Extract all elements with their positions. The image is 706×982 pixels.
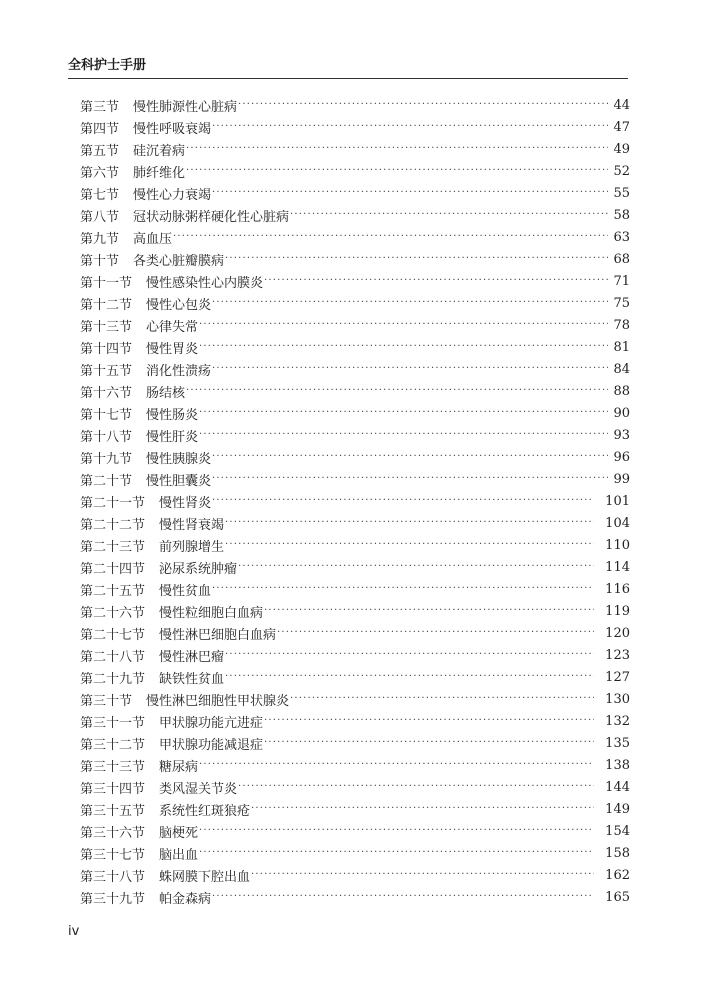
- toc-page-number: 119: [605, 603, 630, 619]
- toc-page-number: 154: [605, 823, 630, 839]
- toc-section-number: 第九节: [80, 231, 120, 247]
- toc-section-number: 第十五节: [80, 363, 133, 379]
- toc-entry-title: 慢性肾炎: [159, 495, 212, 511]
- toc-page-number: 71: [613, 273, 630, 289]
- toc-dot-leader: [186, 166, 608, 176]
- toc-section-number: 第二十节: [80, 473, 133, 489]
- toc-entry: [80, 776, 630, 798]
- page-number: iv: [68, 924, 80, 939]
- toc-entry-title: 慢性肾衰竭: [159, 517, 225, 533]
- toc-section-number: 第二十六节: [80, 605, 146, 621]
- toc-section-number: 第三十一节: [80, 715, 146, 731]
- toc-dot-leader: [225, 672, 594, 682]
- toc-section-number: 第五节: [80, 143, 120, 159]
- toc-page-number: 52: [613, 163, 630, 179]
- toc-dot-leader: [290, 210, 608, 220]
- toc-entry: [80, 248, 630, 270]
- toc-page-number: 120: [605, 625, 630, 641]
- toc-page-number: 165: [605, 889, 630, 905]
- toc-entry: [80, 226, 630, 248]
- toc-section-number: 第三十二节: [80, 737, 146, 753]
- table-of-contents: [80, 94, 630, 908]
- toc-section-number: 第十节: [80, 253, 120, 269]
- toc-entry: [80, 622, 630, 644]
- toc-entry-title: 甲状腺功能亢进症: [159, 715, 264, 731]
- toc-page-number: 158: [605, 845, 630, 861]
- toc-page-number: 144: [605, 779, 630, 795]
- toc-entry-title: 消化性溃疡: [146, 363, 212, 379]
- toc-entry: [80, 182, 630, 204]
- toc-dot-leader: [264, 276, 608, 286]
- toc-entry-title: 甲状腺功能减退症: [159, 737, 264, 753]
- toc-entry: [80, 160, 630, 182]
- toc-entry-title: 慢性胰腺炎: [146, 451, 212, 467]
- toc-entry: [80, 204, 630, 226]
- toc-entry-title: 帕金森病: [159, 891, 212, 907]
- toc-page-number: 47: [613, 119, 630, 135]
- toc-entry: [80, 490, 630, 512]
- toc-entry: [80, 446, 630, 468]
- toc-entry: [80, 710, 630, 732]
- toc-section-number: 第三十七节: [80, 847, 146, 863]
- toc-entry-title: 脑出血: [159, 847, 199, 863]
- toc-dot-leader: [199, 408, 608, 418]
- toc-page-number: 162: [605, 867, 630, 883]
- toc-entry: [80, 732, 630, 754]
- toc-entry: [80, 336, 630, 358]
- toc-dot-leader: [251, 870, 594, 880]
- toc-page-number: 99: [613, 471, 630, 487]
- header-divider: [68, 78, 628, 79]
- toc-page-number: 68: [613, 251, 630, 267]
- toc-dot-leader: [212, 452, 608, 462]
- toc-entry-title: 慢性感染性心内膜炎: [146, 275, 264, 291]
- toc-entry-title: 慢性胆囊炎: [146, 473, 212, 489]
- toc-dot-leader: [264, 738, 594, 748]
- running-header-title: 全科护士手册: [68, 58, 147, 73]
- toc-entry-title: 泌尿系统肿瘤: [159, 561, 238, 577]
- toc-entry: [80, 380, 630, 402]
- toc-dot-leader: [238, 100, 608, 110]
- toc-entry-title: 慢性肝炎: [146, 429, 199, 445]
- toc-section-number: 第四节: [80, 121, 120, 137]
- toc-section-number: 第三十八节: [80, 869, 146, 885]
- toc-entry-title: 慢性胃炎: [146, 341, 199, 357]
- toc-dot-leader: [225, 518, 594, 528]
- toc-entry: [80, 556, 630, 578]
- toc-section-number: 第十六节: [80, 385, 133, 401]
- toc-dot-leader: [186, 386, 608, 396]
- toc-page-number: 130: [605, 691, 630, 707]
- toc-section-number: 第三十四节: [80, 781, 146, 797]
- toc-entry: [80, 402, 630, 424]
- toc-page-number: 93: [613, 427, 630, 443]
- toc-entry: [80, 842, 630, 864]
- toc-entry-title: 慢性淋巴瘤: [159, 649, 225, 665]
- toc-dot-leader: [212, 188, 608, 198]
- toc-dot-leader: [199, 826, 594, 836]
- toc-entry-title: 高血压: [133, 231, 173, 247]
- toc-page-number: 127: [605, 669, 630, 685]
- toc-page-number: 135: [605, 735, 630, 751]
- toc-section-number: 第八节: [80, 209, 120, 225]
- toc-entry: [80, 534, 630, 556]
- toc-section-number: 第二十二节: [80, 517, 146, 533]
- toc-section-number: 第二十九节: [80, 671, 146, 687]
- toc-section-number: 第十七节: [80, 407, 133, 423]
- toc-section-number: 第二十五节: [80, 583, 146, 599]
- toc-section-number: 第二十七节: [80, 627, 146, 643]
- toc-section-number: 第十八节: [80, 429, 133, 445]
- toc-entry-title: 心律失常: [146, 319, 199, 335]
- toc-entry: [80, 754, 630, 776]
- toc-page-number: 78: [613, 317, 630, 333]
- toc-section-number: 第三十九节: [80, 891, 146, 907]
- toc-page-number: 132: [605, 713, 630, 729]
- toc-dot-leader: [212, 364, 608, 374]
- toc-entry-title: 慢性肺源性心脏病: [133, 99, 238, 115]
- toc-page-number: 96: [613, 449, 630, 465]
- toc-page-number: 138: [605, 757, 630, 773]
- toc-entry-title: 硅沉着病: [133, 143, 186, 159]
- toc-entry-title: 各类心脏瓣膜病: [133, 253, 225, 269]
- toc-dot-leader: [212, 892, 594, 902]
- toc-dot-leader: [238, 782, 594, 792]
- toc-section-number: 第十一节: [80, 275, 133, 291]
- toc-dot-leader: [212, 496, 594, 506]
- toc-entry-title: 肠结核: [146, 385, 186, 401]
- toc-entry: [80, 820, 630, 842]
- toc-section-number: 第三十六节: [80, 825, 146, 841]
- toc-dot-leader: [199, 848, 594, 858]
- toc-entry-title: 蛛网膜下腔出血: [159, 869, 251, 885]
- toc-page-number: 116: [605, 581, 630, 597]
- toc-dot-leader: [199, 320, 608, 330]
- toc-entry: [80, 688, 630, 710]
- toc-entry: [80, 424, 630, 446]
- toc-page-number: 101: [605, 493, 630, 509]
- toc-entry-title: 慢性粒细胞白血病: [159, 605, 264, 621]
- toc-entry: [80, 644, 630, 666]
- toc-entry-title: 慢性肠炎: [146, 407, 199, 423]
- toc-page-number: 75: [613, 295, 630, 311]
- toc-section-number: 第十四节: [80, 341, 133, 357]
- toc-entry: [80, 864, 630, 886]
- toc-entry: [80, 138, 630, 160]
- toc-section-number: 第二十四节: [80, 561, 146, 577]
- toc-dot-leader: [212, 584, 594, 594]
- toc-dot-leader: [251, 804, 594, 814]
- toc-entry: [80, 886, 630, 908]
- toc-section-number: 第七节: [80, 187, 120, 203]
- toc-dot-leader: [199, 342, 608, 352]
- toc-dot-leader: [225, 650, 594, 660]
- toc-entry: [80, 358, 630, 380]
- toc-section-number: 第十三节: [80, 319, 133, 335]
- toc-dot-leader: [290, 694, 594, 704]
- toc-dot-leader: [199, 760, 594, 770]
- toc-entry-title: 冠状动脉粥样硬化性心脏病: [133, 209, 290, 225]
- toc-entry-title: 慢性心力衰竭: [133, 187, 212, 203]
- toc-page-number: 55: [613, 185, 630, 201]
- toc-section-number: 第二十三节: [80, 539, 146, 555]
- toc-entry-title: 慢性贫血: [159, 583, 212, 599]
- toc-page-number: 81: [613, 339, 630, 355]
- toc-dot-leader: [238, 562, 594, 572]
- toc-page-number: 44: [613, 97, 630, 113]
- toc-dot-leader: [212, 474, 608, 484]
- toc-section-number: 第六节: [80, 165, 120, 181]
- toc-dot-leader: [199, 430, 608, 440]
- toc-dot-leader: [264, 716, 594, 726]
- toc-section-number: 第二十一节: [80, 495, 146, 511]
- toc-entry-title: 慢性心包炎: [146, 297, 212, 313]
- toc-page-number: 90: [613, 405, 630, 421]
- toc-entry-title: 慢性呼吸衰竭: [133, 121, 212, 137]
- toc-page-number: 123: [605, 647, 630, 663]
- toc-entry: [80, 512, 630, 534]
- toc-dot-leader: [277, 628, 594, 638]
- toc-page-number: 63: [613, 229, 630, 245]
- toc-dot-leader: [173, 232, 608, 242]
- toc-entry: [80, 666, 630, 688]
- toc-entry-title: 肺纤维化: [133, 165, 186, 181]
- toc-entry: [80, 468, 630, 490]
- toc-entry-title: 脑梗死: [159, 825, 199, 841]
- toc-entry-title: 系统性红斑狼疮: [159, 803, 251, 819]
- toc-dot-leader: [225, 254, 608, 264]
- toc-entry: [80, 798, 630, 820]
- toc-page-number: 84: [613, 361, 630, 377]
- toc-entry-title: 糖尿病: [159, 759, 199, 775]
- toc-entry-title: 类风湿关节炎: [159, 781, 238, 797]
- toc-entry-title: 缺铁性贫血: [159, 671, 225, 687]
- toc-page-number: 88: [613, 383, 630, 399]
- toc-page-number: 49: [613, 141, 630, 157]
- toc-entry: [80, 314, 630, 336]
- toc-section-number: 第十九节: [80, 451, 133, 467]
- toc-entry-title: 慢性淋巴细胞性甲状腺炎: [146, 693, 290, 709]
- toc-entry-title: 前列腺增生: [159, 539, 225, 555]
- toc-page-number: 58: [613, 207, 630, 223]
- toc-entry: [80, 292, 630, 314]
- toc-dot-leader: [264, 606, 594, 616]
- toc-section-number: 第三十三节: [80, 759, 146, 775]
- toc-entry: [80, 578, 630, 600]
- toc-dot-leader: [212, 122, 608, 132]
- toc-section-number: 第二十八节: [80, 649, 146, 665]
- toc-entry: [80, 600, 630, 622]
- toc-dot-leader: [225, 540, 594, 550]
- toc-page-number: 110: [605, 537, 630, 553]
- toc-page-number: 114: [605, 559, 630, 575]
- toc-page-number: 104: [605, 515, 630, 531]
- toc-entry: [80, 270, 630, 292]
- toc-entry: [80, 94, 630, 116]
- toc-page-number: 149: [605, 801, 630, 817]
- toc-dot-leader: [186, 144, 608, 154]
- toc-section-number: 第三节: [80, 99, 120, 115]
- toc-section-number: 第三十节: [80, 693, 133, 709]
- toc-dot-leader: [212, 298, 608, 308]
- toc-section-number: 第三十五节: [80, 803, 146, 819]
- toc-section-number: 第十二节: [80, 297, 133, 313]
- toc-entry: [80, 116, 630, 138]
- toc-entry-title: 慢性淋巴细胞白血病: [159, 627, 277, 643]
